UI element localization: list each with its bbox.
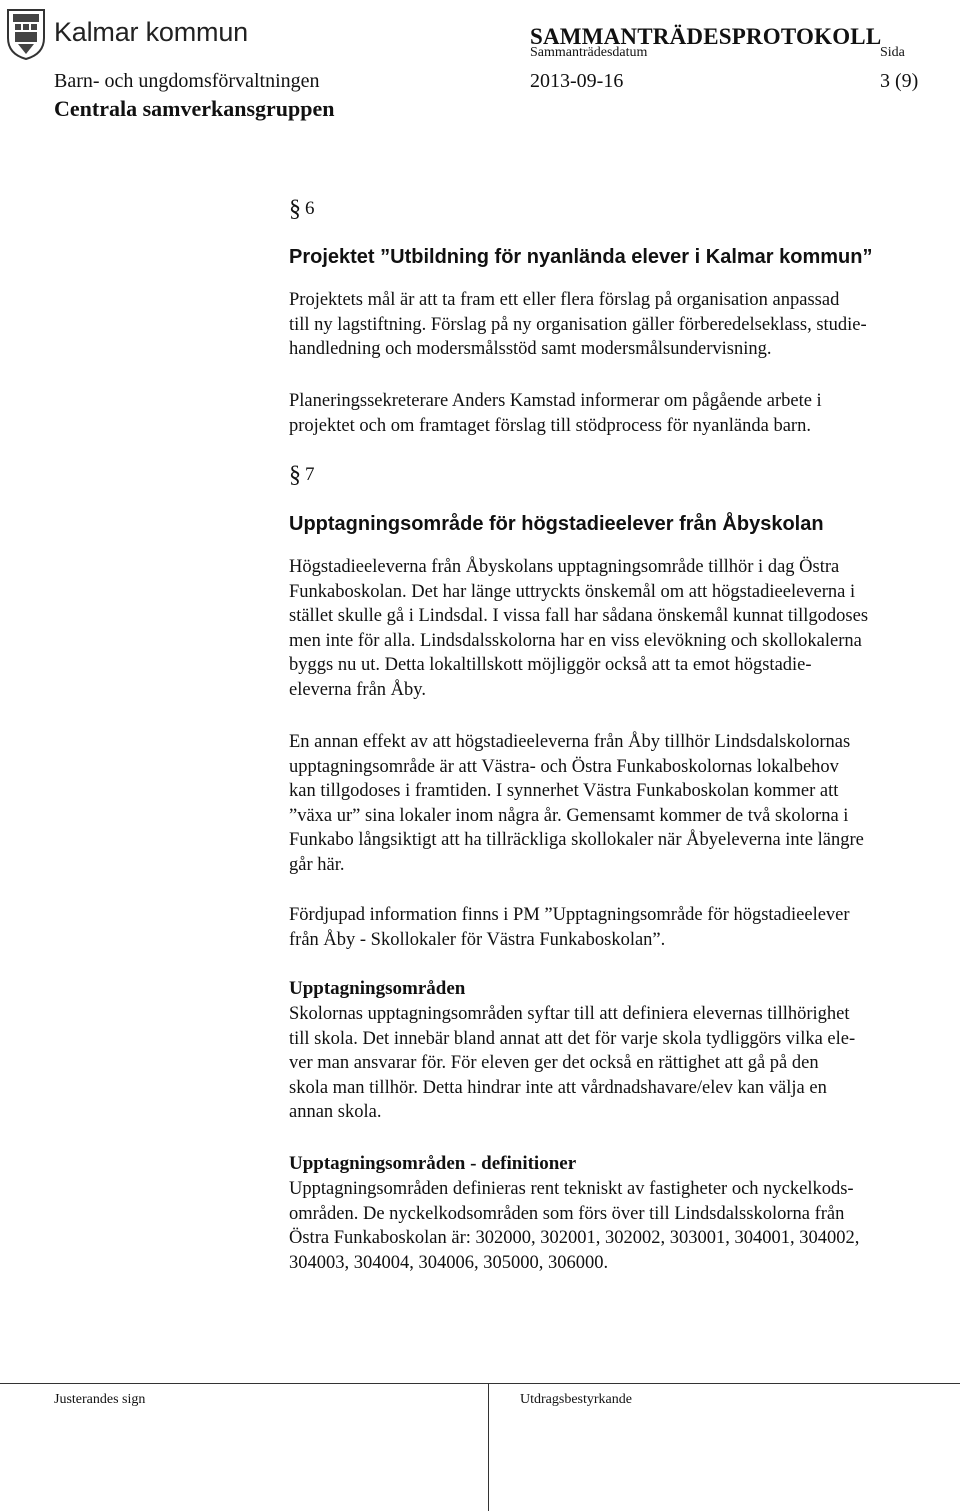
paragraph: Upptagningsområden definieras rent tekniskt av fastigheter och nyckelkods- områden. De nyckelkodsområden som förs över till Lindsdalsskolorna från Östra Funkaboskolan är: 302000, 302001, 302002, 303001, 304001, 304002, 304003, 304004, 304006, 305000, 306000. bbox=[289, 1179, 860, 1273]
paragraph: Planeringssekreterare Anders Kamstad informerar om pågående arbete i projektet och om framtaget förslag till stödprocess för nyanlända barn. bbox=[289, 391, 822, 436]
extract-certified-label: Utdragsbestyrkande bbox=[520, 1392, 632, 1407]
section-title: Projektet ”Utbildning för nyanlända elever i Kalmar kommun” bbox=[289, 246, 873, 268]
subsection-title: Upptagningsområden bbox=[289, 978, 466, 999]
meeting-date-label: Sammanträdesdatum bbox=[530, 45, 648, 60]
document-type: SAMMANTRÄDESPROTOKOLL bbox=[530, 24, 882, 49]
page-number: 3 (9) bbox=[880, 70, 919, 92]
page-label: Sida bbox=[880, 45, 905, 60]
paragraph: Skolornas upptagningsområden syftar till att definiera elevernas tillhörighet till skola. Det innebär bland annat att det för varje skola tydliggörs vilka ele- ver man ansvarar för. För eleven ger det också en rättighet att gå på den skola man tillhör. Detta hindrar inte att vårdnadshavare/elev kan välja en annan skola. bbox=[289, 1004, 856, 1123]
paragraph: En annan effekt av att högstadieeleverna från Åby tillhör Lindsdalskolornas upptagningsområde är att Västra- och Östra Funkaboskolornas lokalbehov kan tillgodoses i framtiden. I synnerhet Västra Funkaboskolan kommer att ”växa ur” sina lokaler inom några år. Gemensamt kommer de två skolorna i Funkabo långsiktigt att ha tillräckliga skollokaler när Åbyeleverna inte längre går här. bbox=[289, 732, 864, 875]
paragraph: Högstadieeleverna från Åbyskolans upptagningsområde tillhör i dag Östra Funkaboskolan. Det har länge uttryckts önskemål om att högstadieeleverna i stället skulle gå i Lindsdal. I vissa fall har sådana önskemål kunnat tillgodoses men inte för alla. Lindsdalsskolorna har en viss elevökning och skollokalerna byggs nu ut. Detta lokaltillskott möjliggör också att ta emot högstadie- eleverna från Åby. bbox=[289, 557, 869, 700]
department-name: Barn- och ungdomsförvaltningen bbox=[54, 70, 320, 92]
section-number: § 7 bbox=[289, 462, 315, 488]
section-title: Upptagningsområde för högstadieelever från Åbyskolan bbox=[289, 513, 824, 535]
section-symbol: § bbox=[289, 196, 301, 222]
paragraph: Fördjupad information finns i PM ”Upptagningsområde för högstadieelever från Åby - Skollokaler för Västra Funkaboskolan”. bbox=[289, 905, 850, 950]
org-name: Kalmar kommun bbox=[54, 17, 248, 47]
footer-column-divider bbox=[488, 1383, 489, 1511]
section-number: § 6 bbox=[289, 196, 315, 222]
paragraph: Projektets mål är att ta fram ett eller flera förslag på organisation anpassad till ny lagstiftning. Förslag på ny organisation gäller förberedelseklass, studie- handledning och modersmålsstöd samt modersmålsundervisning. bbox=[289, 290, 867, 360]
footer-divider bbox=[0, 1383, 960, 1384]
kalmar-coat-of-arms-icon bbox=[6, 8, 46, 60]
signature-label: Justerandes sign bbox=[54, 1392, 146, 1407]
subsection-title: Upptagningsområden - definitioner bbox=[289, 1153, 577, 1174]
group-name: Centrala samverkansgruppen bbox=[54, 96, 335, 121]
meeting-date: 2013-09-16 bbox=[530, 70, 624, 92]
